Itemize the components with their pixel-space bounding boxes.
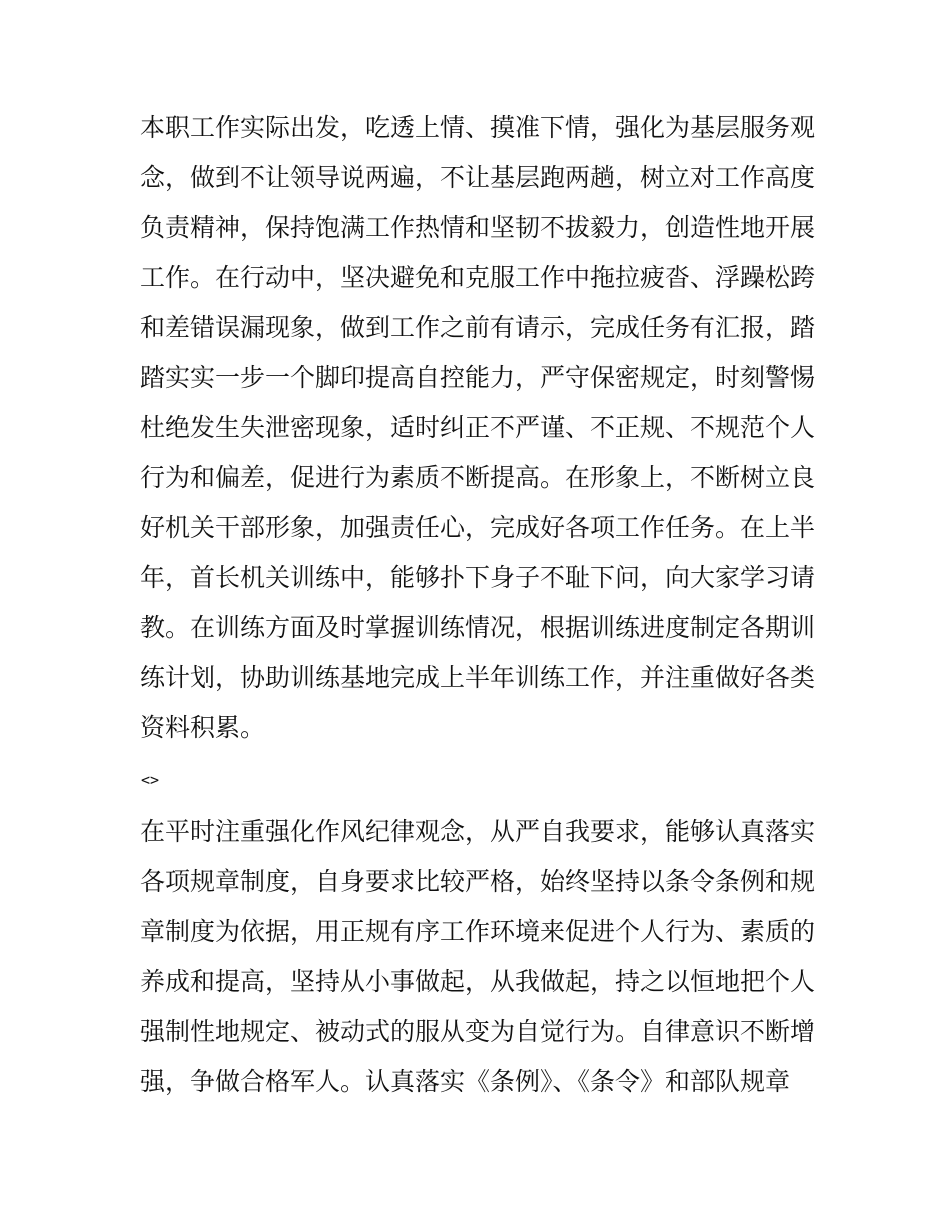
text-line: 养成和提高，坚持从小事做起，从我做起，持之以恒地把个人 <box>140 967 816 996</box>
paragraph-1 <box>140 103 820 753</box>
paragraph-2 <box>140 807 820 1107</box>
text-line: 教。在训练方面及时掌握训练情况，根据训练进度制定各期训 <box>140 613 816 642</box>
text-line: 念，做到不让领导说两遍，不让基层跑两趟，树立对工作高度 <box>140 163 816 192</box>
text-line: 本职工作实际出发，吃透上情、摸准下情，强化为基层服务观 <box>140 113 816 142</box>
text-line: 负责精神，保持饱满工作热情和坚韧不拔毅力，创造性地开展 <box>140 213 816 242</box>
text-line: 资料积累。 <box>140 713 266 742</box>
text-line: 各项规章制度，自身要求比较严格，始终坚持以条令条例和规 <box>140 867 816 896</box>
text-line: 强，争做合格军人。认真落实《条例》、《条令》和部队规章 <box>140 1067 791 1096</box>
text-line: 练计划，协助训练基地完成上半年训练工作，并注重做好各类 <box>140 663 816 692</box>
text-line: 和差错误漏现象，做到工作之前有请示，完成任务有汇报，踏 <box>140 313 816 342</box>
text-line: 强制性地规定、被动式的服从变为自觉行为。自律意识不断增 <box>140 1017 816 1046</box>
text-line: 年，首长机关训练中，能够扑下身子不耻下问，向大家学习请 <box>140 563 816 592</box>
text-line: 踏实实一步一个脚印提高自控能力，严守保密规定，时刻警惕 <box>140 363 816 392</box>
section-separator: <> <box>141 771 160 789</box>
text-line: 杜绝发生失泄密现象，适时纠正不严谨、不正规、不规范个人 <box>140 413 816 442</box>
text-line: 工作。在行动中，坚决避免和克服工作中拖拉疲沓、浮躁松跨 <box>140 263 816 292</box>
text-line: 章制度为依据，用正规有序工作环境来促进个人行为、素质的 <box>140 917 816 946</box>
text-line: 行为和偏差，促进行为素质不断提高。在形象上，不断树立良 <box>140 463 816 492</box>
text-line: 好机关干部形象，加强责任心，完成好各项工作任务。在上半 <box>140 513 816 542</box>
text-line: 在平时注重强化作风纪律观念，从严自我要求，能够认真落实 <box>140 817 816 846</box>
